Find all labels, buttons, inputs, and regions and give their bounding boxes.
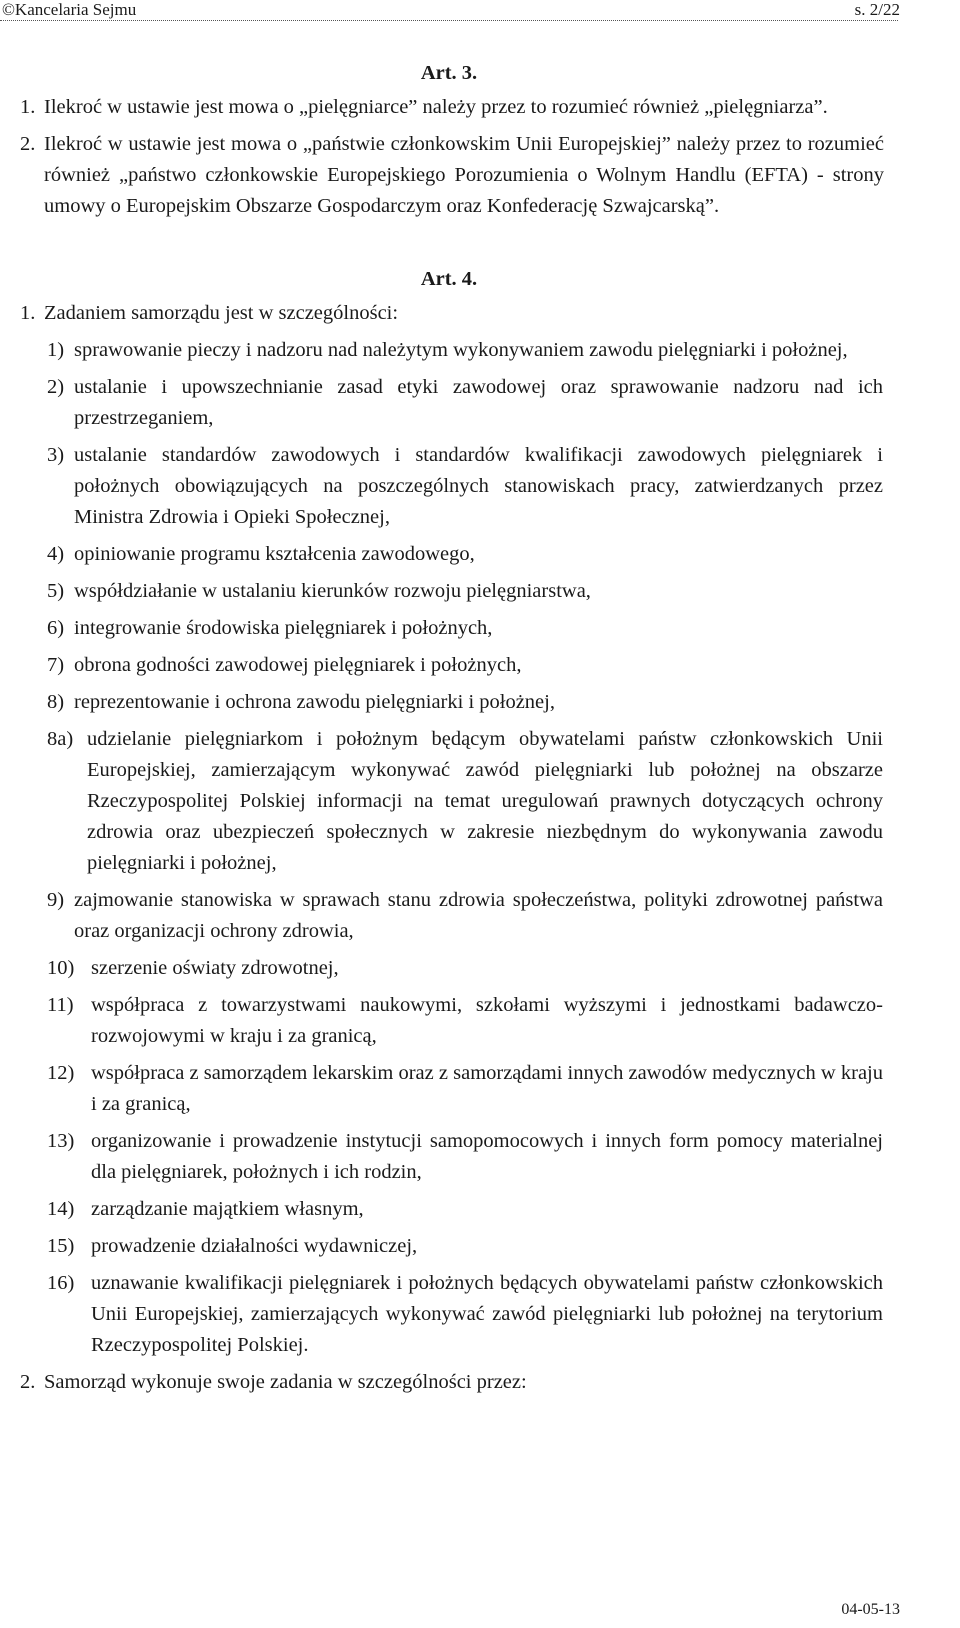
document-body (0, 58, 960, 1398)
list-item (0, 539, 883, 570)
item-number: 1) (47, 339, 65, 361)
item-text: zarządzanie majątkiem własnym, (91, 1198, 364, 1220)
list-item (0, 335, 883, 366)
article-3-paragraph-1 (0, 92, 884, 123)
list-item (0, 687, 883, 718)
list-item (0, 576, 883, 607)
item-number: 8) (47, 691, 65, 713)
item-text: ustalanie standardów zawodowych i standardów kwalifikacji zawodowych pielęgniarek i położnych obowiązujących na poszczególnych stanowiskach pracy, zatwierdzanych przez Ministra Zdrowia i Opieki Społecznej, (74, 444, 883, 528)
item-text: współpraca z towarzystwami naukowymi, szkołami wyższymi i jednostkami badawczo-rozwojowymi w kraju i za granicą, (91, 994, 883, 1047)
footer-date: 04-05-13 (841, 1601, 900, 1618)
list-item (0, 372, 883, 434)
item-text: udzielanie pielęgniarkom i położnym będącym obywatelami państw członkowskich Unii Europejskiej, zamierzającym wykonywać zawód pielęgniarki lub położnej na obszarze Rzeczypospolitej Polskiej informacji na temat uregulowań prawnych dotyczących ochrony zdrowia oraz ubezpieczeń społecznych w zakresie niezbędnym do wykonywania zawodu pielęgniarki i położnej, (87, 728, 883, 874)
paragraph-text: Zadaniem samorządu jest w szczególności: (44, 302, 399, 324)
item-text: uznawanie kwalifikacji pielęgniarek i położnych będących obywatelami państw członkowskich Unii Europejskiej, zamierzających wykonywać zawód pielęgniarki lub położnej na terytorium Rzeczypospolitej Polskiej. (91, 1272, 883, 1356)
item-text: sprawowanie pieczy i nadzoru nad należytym wykonywaniem zawodu pielęgniarki i położnej, (74, 339, 848, 361)
item-number: 9) (47, 889, 65, 911)
article-3-heading: Art. 3. (420, 62, 478, 84)
list-item (0, 1231, 883, 1262)
article-4-paragraph-2 (0, 1367, 884, 1398)
item-number: 16) (47, 1272, 75, 1294)
item-number: 13) (47, 1130, 75, 1152)
item-number: 14) (47, 1198, 75, 1220)
list-item (0, 613, 883, 644)
header-page-number: s. 2/22 (854, 0, 900, 19)
paragraph-number: 2. (20, 1371, 36, 1393)
header-source: ©Kancelaria Sejmu (2, 0, 137, 19)
list-item (0, 440, 883, 533)
item-number: 8a) (47, 728, 74, 750)
list-item (0, 724, 883, 879)
list-item (0, 953, 883, 984)
paragraph-text: Ilekroć w ustawie jest mowa o „państwie członkowskim Unii Europejskiej” należy przez to rozumieć również „państwo członkowskie Europejskiego Porozumienia o Wolnym Handlu (EFTA) - strony umowy o Europejskim Obszarze Gospodarczym oraz Konfederację Szwajcarską”. (44, 133, 884, 217)
list-item (0, 1126, 883, 1188)
item-text: współpraca z samorządem lekarskim oraz z samorządami innych zawodów medycznych w kraju i za granicą, (91, 1062, 883, 1115)
item-text: obrona godności zawodowej pielęgniarek i położnych, (74, 654, 522, 676)
item-text: prowadzenie działalności wydawniczej, (91, 1235, 418, 1257)
item-number: 3) (47, 444, 65, 466)
list-item (0, 990, 883, 1052)
tasks-list (0, 335, 960, 1361)
item-number: 4) (47, 543, 65, 565)
item-number: 6) (47, 617, 65, 639)
page-header (0, 0, 960, 20)
item-text: opiniowanie programu kształcenia zawodowego, (74, 543, 475, 565)
list-item (0, 650, 883, 681)
item-number: 12) (47, 1062, 75, 1084)
item-number: 11) (47, 994, 74, 1016)
item-text: ustalanie i upowszechnianie zasad etyki zawodowej oraz sprawowanie nadzoru nad ich przestrzeganiem, (74, 376, 883, 429)
list-item (0, 1194, 883, 1225)
article-4-heading: Art. 4. (420, 268, 478, 290)
list-item (0, 885, 883, 947)
item-text: integrowanie środowiska pielęgniarek i położnych, (74, 617, 493, 639)
item-number: 15) (47, 1235, 75, 1257)
item-text: szerzenie oświaty zdrowotnej, (91, 957, 339, 979)
article-3-paragraph-2 (0, 129, 884, 222)
paragraph-number: 2. (20, 133, 36, 155)
paragraph-text: Samorząd wykonuje swoje zadania w szczególności przez: (44, 1371, 527, 1393)
item-text: współdziałanie w ustalaniu kierunków rozwoju pielęgniarstwa, (74, 580, 591, 602)
item-number: 5) (47, 580, 65, 602)
paragraph-number: 1. (20, 302, 36, 324)
paragraph-number: 1. (20, 96, 36, 118)
item-number: 10) (47, 957, 75, 979)
header-divider (0, 20, 898, 21)
list-item (0, 1268, 883, 1361)
item-text: zajmowanie stanowiska w sprawach stanu zdrowia społeczeństwa, polityki zdrowotnej państwa oraz organizacji ochrony zdrowia, (74, 889, 883, 942)
article-4-paragraph-1 (0, 298, 884, 329)
item-number: 2) (47, 376, 65, 398)
paragraph-text: Ilekroć w ustawie jest mowa o „pielęgniarce” należy przez to rozumieć również „pielęgniarza”. (44, 96, 828, 118)
item-text: reprezentowanie i ochrona zawodu pielęgniarki i położnej, (74, 691, 555, 713)
list-item (0, 1058, 883, 1120)
item-number: 7) (47, 654, 65, 676)
item-text: organizowanie i prowadzenie instytucji samopomocowych i innych form pomocy materialnej dla pielęgniarek, położnych i ich rodzin, (91, 1130, 883, 1183)
